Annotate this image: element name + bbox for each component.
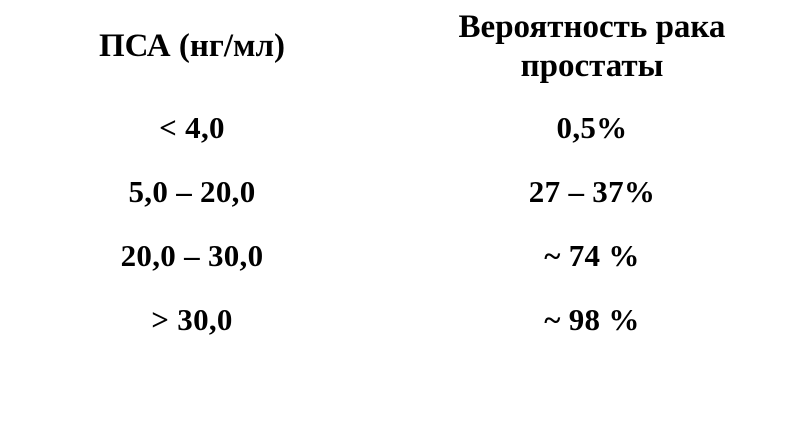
cell-probability — [384, 160, 800, 224]
table-header-row — [0, 6, 800, 96]
psa-probability-table — [0, 6, 800, 352]
cell-probability-value: 27 – 37% — [528, 173, 656, 209]
table-row — [0, 96, 800, 160]
table-header — [0, 6, 800, 96]
cell-probability-value: ~ 74 % — [544, 238, 640, 274]
cell-psa-range-value: > 30,0 — [151, 302, 233, 338]
table-row — [0, 224, 800, 288]
cell-probability — [384, 288, 800, 352]
cell-psa-range — [0, 160, 384, 224]
cell-probability-value: ~ 98 % — [544, 302, 640, 338]
cell-psa-range — [0, 288, 384, 352]
column-header-probability — [384, 6, 800, 96]
table-row — [0, 160, 800, 224]
cell-psa-range-value: 5,0 – 20,0 — [128, 173, 256, 209]
cell-probability — [384, 96, 800, 160]
cell-psa-range — [0, 224, 384, 288]
cell-psa-range-value: < 4,0 — [159, 109, 225, 145]
table-row — [0, 288, 800, 352]
cell-probability — [384, 224, 800, 288]
column-header-psa-label: ПСА (нг/мл) — [98, 28, 286, 65]
cell-psa-range — [0, 96, 384, 160]
cell-psa-range-value: 20,0 – 30,0 — [120, 238, 264, 274]
cell-probability-value: 0,5% — [556, 109, 628, 145]
table-body — [0, 96, 800, 352]
column-header-probability-label: Вероятность рака простаты — [458, 9, 726, 84]
column-header-psa — [0, 6, 384, 96]
